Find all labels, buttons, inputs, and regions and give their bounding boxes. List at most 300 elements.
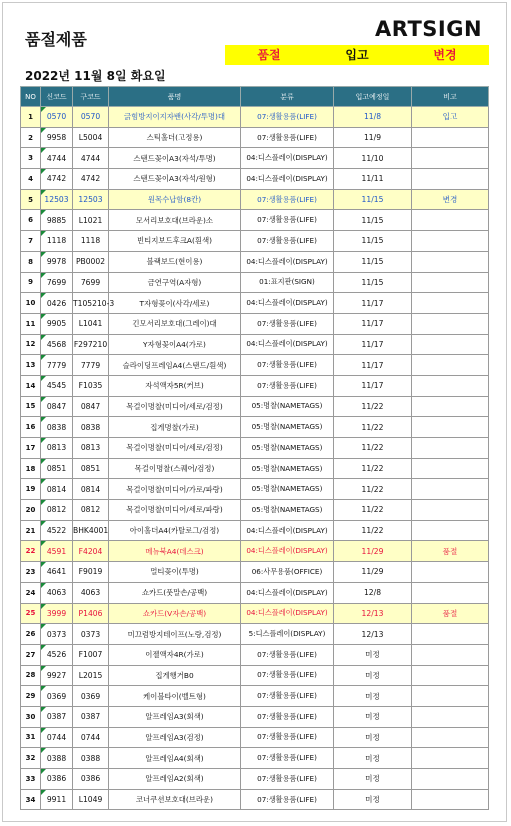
cell-restock-date[interactable]: 11/22 <box>334 438 412 459</box>
comment-indicator-icon <box>41 748 46 753</box>
cell-note[interactable] <box>412 479 489 500</box>
cell-restock-date[interactable]: 11/17 <box>334 293 412 314</box>
cell-restock-date[interactable]: 11/17 <box>334 334 412 355</box>
cell-note[interactable] <box>412 644 489 665</box>
cell-note[interactable] <box>412 417 489 438</box>
cell-restock-date[interactable]: 11/15 <box>334 251 412 272</box>
comment-indicator-icon <box>41 479 46 484</box>
cell-product-name[interactable]: 메뉴북A4(데스크) <box>109 541 241 562</box>
cell-old-code[interactable]: 0388 <box>73 748 109 769</box>
cell-restock-date[interactable]: 11/8 <box>334 107 412 128</box>
cell-product-name[interactable]: 목걸이명찰(미디어/세로/검정) <box>109 396 241 417</box>
comment-indicator-icon <box>41 314 46 319</box>
cell-product-name[interactable]: 미끄럼방지테이프(노랑,검정) <box>109 624 241 645</box>
cell-product-name[interactable]: T자형꽂이(사각/세로) <box>109 293 241 314</box>
col-header-category: 분류 <box>241 87 334 107</box>
cell-restock-date[interactable]: 11/11 <box>334 169 412 190</box>
cell-old-code[interactable]: BHK4001 <box>73 520 109 541</box>
cell-new-code[interactable]: 4545 <box>41 375 73 396</box>
cell-new-code[interactable]: 0369 <box>41 686 73 707</box>
cell-category[interactable]: 04:디스플레이(DISPLAY) <box>241 541 334 562</box>
comment-indicator-icon <box>41 231 46 236</box>
table-row <box>21 189 489 210</box>
table-row <box>21 293 489 314</box>
table-row <box>21 210 489 231</box>
table-row <box>21 458 489 479</box>
table-row <box>21 500 489 521</box>
cell-no[interactable]: 16 <box>21 417 41 438</box>
cell-note[interactable] <box>412 458 489 479</box>
cell-old-code[interactable]: 7699 <box>73 272 109 293</box>
cell-note[interactable] <box>412 355 489 376</box>
cell-no[interactable]: 18 <box>21 458 41 479</box>
cell-old-code[interactable]: 0386 <box>73 769 109 790</box>
cell-old-code[interactable]: 1118 <box>73 231 109 252</box>
cell-restock-date[interactable]: 11/22 <box>334 479 412 500</box>
cell-old-code[interactable]: 0812 <box>73 500 109 521</box>
cell-new-code[interactable]: 9905 <box>41 313 73 334</box>
cell-new-code[interactable]: 4568 <box>41 334 73 355</box>
cell-new-code[interactable]: 4522 <box>41 520 73 541</box>
cell-product-name[interactable]: 긴모서리보호대(그레이)대 <box>109 313 241 334</box>
cell-product-name[interactable]: 알프레임A3(회색) <box>109 706 241 727</box>
cell-new-code[interactable]: 0388 <box>41 748 73 769</box>
table-row <box>21 169 489 190</box>
cell-old-code[interactable]: 4744 <box>73 148 109 169</box>
cell-note[interactable] <box>412 396 489 417</box>
cell-restock-date[interactable]: 미정 <box>334 644 412 665</box>
cell-product-name[interactable]: 금연구역(A자형) <box>109 272 241 293</box>
cell-product-name[interactable]: 목걸이명찰(미디어/세로/파랑) <box>109 500 241 521</box>
cell-restock-date[interactable]: 11/17 <box>334 375 412 396</box>
cell-category[interactable]: 05:명찰(NAMETAGS) <box>241 458 334 479</box>
cell-note[interactable] <box>412 169 489 190</box>
cell-old-code[interactable]: 0744 <box>73 727 109 748</box>
cell-restock-date[interactable]: 11/29 <box>334 562 412 583</box>
comment-indicator-icon <box>41 666 46 671</box>
cell-old-code[interactable]: 4742 <box>73 169 109 190</box>
cell-new-code[interactable]: 0744 <box>41 727 73 748</box>
cell-new-code[interactable]: 0570 <box>41 107 73 128</box>
cell-note[interactable] <box>412 562 489 583</box>
table-row <box>21 706 489 727</box>
cell-old-code[interactable]: PB0002 <box>73 251 109 272</box>
cell-old-code[interactable]: 0847 <box>73 396 109 417</box>
cell-no[interactable]: 12 <box>21 334 41 355</box>
cell-product-name[interactable]: 블랙보드(현이용) <box>109 251 241 272</box>
cell-no[interactable]: 19 <box>21 479 41 500</box>
cell-product-name[interactable]: 목걸이명찰(미디어/가로/파랑) <box>109 479 241 500</box>
cell-note[interactable] <box>412 251 489 272</box>
cell-no[interactable]: 24 <box>21 582 41 603</box>
comment-indicator-icon <box>41 355 46 360</box>
cell-old-code[interactable]: F297210 <box>73 334 109 355</box>
cell-note[interactable] <box>412 272 489 293</box>
cell-category[interactable]: 07:생활용품(LIFE) <box>241 107 334 128</box>
cell-no[interactable]: 33 <box>21 769 41 790</box>
table-row <box>21 107 489 128</box>
cell-new-code[interactable]: 7699 <box>41 272 73 293</box>
cell-note[interactable] <box>412 686 489 707</box>
cell-product-name[interactable]: 스탠드꽂이A3(자석/원형) <box>109 169 241 190</box>
comment-indicator-icon <box>41 562 46 567</box>
cell-category[interactable]: 07:생활용품(LIFE) <box>241 706 334 727</box>
cell-product-name[interactable]: 슬라이딩프레임A4(스탠드/흰색) <box>109 355 241 376</box>
comment-indicator-icon <box>41 707 46 712</box>
cell-product-name[interactable]: 알프레임A4(회색) <box>109 748 241 769</box>
cell-product-name[interactable]: 집게행거B0 <box>109 665 241 686</box>
cell-category[interactable]: 07:생활용품(LIFE) <box>241 189 334 210</box>
cell-old-code[interactable]: 4063 <box>73 582 109 603</box>
cell-new-code[interactable]: 0386 <box>41 769 73 790</box>
cell-product-name[interactable]: 멀티꽂이(투명) <box>109 562 241 583</box>
comment-indicator-icon <box>41 541 46 546</box>
cell-old-code[interactable]: L1041 <box>73 313 109 334</box>
cell-new-code[interactable]: 0387 <box>41 706 73 727</box>
comment-indicator-icon <box>41 376 46 381</box>
comment-indicator-icon <box>41 728 46 733</box>
cell-new-code[interactable]: 9958 <box>41 127 73 148</box>
cell-new-code[interactable]: 0426 <box>41 293 73 314</box>
table-row <box>21 355 489 376</box>
cell-note[interactable] <box>412 582 489 603</box>
cell-old-code[interactable]: 7779 <box>73 355 109 376</box>
cell-restock-date[interactable]: 미정 <box>334 727 412 748</box>
comment-indicator-icon <box>41 686 46 691</box>
comment-indicator-icon <box>41 769 46 774</box>
cell-note[interactable] <box>412 313 489 334</box>
cell-note[interactable] <box>412 624 489 645</box>
cell-no[interactable]: 32 <box>21 748 41 769</box>
cell-restock-date[interactable]: 11/22 <box>334 417 412 438</box>
cell-product-name[interactable]: 쇼카드(V자손/공백) <box>109 603 241 624</box>
cell-new-code[interactable]: 0373 <box>41 624 73 645</box>
cell-no[interactable]: 25 <box>21 603 41 624</box>
comment-indicator-icon <box>41 273 46 278</box>
cell-category[interactable]: 04:디스플레이(DISPLAY) <box>241 334 334 355</box>
table-row <box>21 396 489 417</box>
cell-old-code[interactable]: P1406 <box>73 603 109 624</box>
cell-restock-date[interactable]: 미정 <box>334 789 412 810</box>
legend-change: 변경 <box>433 48 457 62</box>
cell-restock-date[interactable]: 11/15 <box>334 210 412 231</box>
col-header-note: 비고 <box>412 87 489 107</box>
cell-restock-date[interactable]: 11/29 <box>334 541 412 562</box>
cell-note[interactable]: 품절 <box>412 603 489 624</box>
cell-product-name[interactable]: 모서리보호대(브라운)소 <box>109 210 241 231</box>
cell-category[interactable]: 05:명찰(NAMETAGS) <box>241 500 334 521</box>
cell-category[interactable]: 07:생활용품(LIFE) <box>241 789 334 810</box>
cell-restock-date[interactable]: 11/17 <box>334 313 412 334</box>
cell-old-code[interactable]: F1007 <box>73 644 109 665</box>
cell-restock-date[interactable]: 미정 <box>334 686 412 707</box>
table-row <box>21 624 489 645</box>
cell-restock-date[interactable]: 11/15 <box>334 189 412 210</box>
cell-old-code[interactable]: F9019 <box>73 562 109 583</box>
comment-indicator-icon <box>41 148 46 153</box>
cell-no[interactable]: 14 <box>21 375 41 396</box>
cell-note[interactable] <box>412 334 489 355</box>
cell-product-name[interactable]: 스탠드꽂이A3(자석/투명) <box>109 148 241 169</box>
cell-no[interactable]: 34 <box>21 789 41 810</box>
cell-product-name[interactable]: 빈티지보드후크A(흰색) <box>109 231 241 252</box>
cell-old-code[interactable]: F4204 <box>73 541 109 562</box>
cell-product-name[interactable]: 알프레임A3(검정) <box>109 727 241 748</box>
cell-no[interactable]: 28 <box>21 665 41 686</box>
cell-note[interactable]: 변경 <box>412 189 489 210</box>
cell-new-code[interactable]: 12503 <box>41 189 73 210</box>
cell-no[interactable]: 30 <box>21 706 41 727</box>
cell-note[interactable] <box>412 210 489 231</box>
cell-note[interactable] <box>412 438 489 459</box>
cell-category[interactable]: 07:생활용품(LIFE) <box>241 210 334 231</box>
cell-note[interactable] <box>412 127 489 148</box>
cell-no[interactable]: 27 <box>21 644 41 665</box>
cell-category[interactable]: 07:생활용품(LIFE) <box>241 375 334 396</box>
cell-product-name[interactable]: 이젤액자4R(가로) <box>109 644 241 665</box>
cell-restock-date[interactable]: 11/10 <box>334 148 412 169</box>
cell-new-code[interactable]: 0813 <box>41 438 73 459</box>
cell-category[interactable]: 07:생활용품(LIFE) <box>241 748 334 769</box>
cell-no[interactable]: 7 <box>21 231 41 252</box>
cell-new-code[interactable]: 4744 <box>41 148 73 169</box>
cell-no[interactable]: 3 <box>21 148 41 169</box>
cell-product-name[interactable]: 목걸이명찰(스퀘어/검정) <box>109 458 241 479</box>
cell-category[interactable]: 07:생활용품(LIFE) <box>241 665 334 686</box>
cell-new-code[interactable]: 4063 <box>41 582 73 603</box>
cell-new-code[interactable]: 9911 <box>41 789 73 810</box>
cell-no[interactable]: 29 <box>21 686 41 707</box>
legend-soldout: 품절 <box>257 48 281 62</box>
cell-restock-date[interactable]: 11/22 <box>334 500 412 521</box>
legend-restock: 입고 <box>345 48 369 62</box>
comment-indicator-icon <box>41 417 46 422</box>
cell-product-name[interactable]: 스틱홀더(고정용) <box>109 127 241 148</box>
cell-product-name[interactable]: 알프레임A2(회색) <box>109 769 241 790</box>
cell-product-name[interactable]: 집게명찰(가로) <box>109 417 241 438</box>
cell-new-code[interactable]: 0814 <box>41 479 73 500</box>
cell-restock-date[interactable]: 11/22 <box>334 458 412 479</box>
cell-note[interactable] <box>412 148 489 169</box>
cell-old-code[interactable]: 0369 <box>73 686 109 707</box>
cell-no[interactable]: 15 <box>21 396 41 417</box>
cell-category[interactable]: 04:디스플레이(DISPLAY) <box>241 603 334 624</box>
cell-old-code[interactable]: 0813 <box>73 438 109 459</box>
cell-no[interactable]: 6 <box>21 210 41 231</box>
cell-category[interactable]: 04:디스플레이(DISPLAY) <box>241 293 334 314</box>
cell-new-code[interactable]: 7779 <box>41 355 73 376</box>
cell-no[interactable]: 5 <box>21 189 41 210</box>
table-row <box>21 727 489 748</box>
cell-category[interactable]: 01:표지판(SIGN) <box>241 272 334 293</box>
cell-no[interactable]: 20 <box>21 500 41 521</box>
cell-category[interactable]: 05:명찰(NAMETAGS) <box>241 438 334 459</box>
cell-note[interactable] <box>412 727 489 748</box>
cell-restock-date[interactable]: 미정 <box>334 769 412 790</box>
cell-note[interactable] <box>412 500 489 521</box>
cell-category[interactable]: 07:생활용품(LIFE) <box>241 355 334 376</box>
cell-new-code[interactable]: 0851 <box>41 458 73 479</box>
cell-no[interactable]: 8 <box>21 251 41 272</box>
cell-note[interactable] <box>412 769 489 790</box>
cell-category[interactable]: 5:디스플레이(DISPLAY) <box>241 624 334 645</box>
cell-note[interactable] <box>412 748 489 769</box>
cell-note[interactable] <box>412 665 489 686</box>
cell-old-code[interactable]: 0851 <box>73 458 109 479</box>
brand-logo-text: ARTSIGN <box>375 17 483 41</box>
comment-indicator-icon <box>41 604 46 609</box>
comment-indicator-icon <box>41 190 46 195</box>
cell-old-code[interactable]: L5004 <box>73 127 109 148</box>
cell-product-name[interactable]: 자석액자5R(커브) <box>109 375 241 396</box>
cell-no[interactable]: 9 <box>21 272 41 293</box>
cell-category[interactable]: 07:생활용품(LIFE) <box>241 686 334 707</box>
cell-no[interactable]: 22 <box>21 541 41 562</box>
cell-product-name[interactable]: 목걸이명찰(미디어/세로/검정) <box>109 438 241 459</box>
cell-new-code[interactable]: 0812 <box>41 500 73 521</box>
cell-restock-date[interactable]: 미정 <box>334 706 412 727</box>
cell-product-name[interactable]: 긁힘방지이지자밴(사각/투명)대 <box>109 107 241 128</box>
cell-new-code[interactable]: 9885 <box>41 210 73 231</box>
cell-old-code[interactable]: 12503 <box>73 189 109 210</box>
cell-no[interactable]: 26 <box>21 624 41 645</box>
cell-category[interactable]: 07:생활용품(LIFE) <box>241 644 334 665</box>
cell-new-code[interactable]: 4526 <box>41 644 73 665</box>
cell-new-code[interactable]: 3999 <box>41 603 73 624</box>
cell-restock-date[interactable]: 11/22 <box>334 396 412 417</box>
cell-restock-date[interactable]: 미정 <box>334 665 412 686</box>
comment-indicator-icon <box>41 252 46 257</box>
cell-restock-date[interactable]: 12/8 <box>334 582 412 603</box>
cell-no[interactable]: 17 <box>21 438 41 459</box>
cell-product-name[interactable]: Y자형꽂이A4(가로) <box>109 334 241 355</box>
cell-category[interactable]: 07:생활용품(LIFE) <box>241 231 334 252</box>
col-header-no: NO <box>21 87 41 107</box>
cell-note[interactable] <box>412 706 489 727</box>
cell-note[interactable] <box>412 293 489 314</box>
cell-no[interactable]: 1 <box>21 107 41 128</box>
cell-category[interactable]: 04:디스플레이(DISPLAY) <box>241 148 334 169</box>
table-row <box>21 251 489 272</box>
cell-new-code[interactable]: 0847 <box>41 396 73 417</box>
cell-old-code[interactable]: 0387 <box>73 706 109 727</box>
cell-note[interactable] <box>412 520 489 541</box>
page-title: 품절제품 <box>25 30 87 49</box>
cell-restock-date[interactable]: 11/15 <box>334 231 412 252</box>
cell-old-code[interactable]: L1021 <box>73 210 109 231</box>
cell-product-name[interactable]: 쇼카드(풋말손/공백) <box>109 582 241 603</box>
cell-note[interactable] <box>412 231 489 252</box>
cell-category[interactable]: 07:생활용품(LIFE) <box>241 769 334 790</box>
comment-indicator-icon <box>41 583 46 588</box>
cell-category[interactable]: 07:생활용품(LIFE) <box>241 127 334 148</box>
cell-product-name[interactable]: 아이홀더A4(카탈로그/검정) <box>109 520 241 541</box>
cell-old-code[interactable]: L2015 <box>73 665 109 686</box>
table-row <box>21 789 489 810</box>
comment-indicator-icon <box>41 335 46 340</box>
table-row <box>21 644 489 665</box>
cell-no[interactable]: 2 <box>21 127 41 148</box>
cell-restock-date[interactable]: 11/17 <box>334 355 412 376</box>
table-row <box>21 748 489 769</box>
cell-category[interactable]: 05:명찰(NAMETAGS) <box>241 396 334 417</box>
comment-indicator-icon <box>41 107 46 112</box>
cell-product-name[interactable]: 케이블타이(벨트형) <box>109 686 241 707</box>
cell-category[interactable]: 05:명찰(NAMETAGS) <box>241 417 334 438</box>
cell-product-name[interactable]: 원목수납함(8칸) <box>109 189 241 210</box>
cell-new-code[interactable]: 4742 <box>41 169 73 190</box>
comment-indicator-icon <box>41 624 46 629</box>
cell-old-code[interactable]: 0373 <box>73 624 109 645</box>
cell-no[interactable]: 11 <box>21 313 41 334</box>
cell-old-code[interactable]: L1049 <box>73 789 109 810</box>
cell-restock-date[interactable]: 11/15 <box>334 272 412 293</box>
cell-old-code[interactable]: F1035 <box>73 375 109 396</box>
cell-category[interactable]: 06:사무용품(OFFICE) <box>241 562 334 583</box>
cell-no[interactable]: 10 <box>21 293 41 314</box>
cell-no[interactable]: 31 <box>21 727 41 748</box>
cell-category[interactable]: 04:디스플레이(DISPLAY) <box>241 169 334 190</box>
cell-old-code[interactable]: 0814 <box>73 479 109 500</box>
cell-category[interactable]: 04:디스플레이(DISPLAY) <box>241 582 334 603</box>
cell-category[interactable]: 07:생활용품(LIFE) <box>241 313 334 334</box>
cell-new-code[interactable]: 0838 <box>41 417 73 438</box>
cell-category[interactable]: 04:디스플레이(DISPLAY) <box>241 251 334 272</box>
cell-old-code[interactable]: 0570 <box>73 107 109 128</box>
table-row <box>21 375 489 396</box>
cell-note[interactable]: 품절 <box>412 541 489 562</box>
cell-product-name[interactable]: 코너쿠션보호대(브라운) <box>109 789 241 810</box>
cell-no[interactable]: 13 <box>21 355 41 376</box>
cell-new-code[interactable]: 1118 <box>41 231 73 252</box>
table-row <box>21 603 489 624</box>
cell-restock-date[interactable]: 12/13 <box>334 603 412 624</box>
comment-indicator-icon <box>41 128 46 133</box>
table-row <box>21 127 489 148</box>
cell-restock-date[interactable]: 11/22 <box>334 520 412 541</box>
cell-old-code[interactable]: 0838 <box>73 417 109 438</box>
status-legend <box>225 45 489 65</box>
cell-category[interactable]: 07:생활용품(LIFE) <box>241 727 334 748</box>
cell-no[interactable]: 23 <box>21 562 41 583</box>
table-row <box>21 148 489 169</box>
cell-new-code[interactable]: 4591 <box>41 541 73 562</box>
col-header-old-code: 구코드 <box>73 87 109 107</box>
cell-restock-date[interactable]: 12/13 <box>334 624 412 645</box>
cell-restock-date[interactable]: 미정 <box>334 748 412 769</box>
table-row <box>21 520 489 541</box>
cell-old-code[interactable]: T105210-3 <box>73 293 109 314</box>
cell-note[interactable] <box>412 375 489 396</box>
table-row <box>21 417 489 438</box>
report-date: 2022년 11월 8일 화요일 <box>25 69 166 83</box>
cell-new-code[interactable]: 9978 <box>41 251 73 272</box>
soldout-table <box>20 86 489 810</box>
cell-restock-date[interactable]: 11/9 <box>334 127 412 148</box>
cell-note[interactable] <box>412 789 489 810</box>
cell-note[interactable]: 입고 <box>412 107 489 128</box>
cell-category[interactable]: 05:명찰(NAMETAGS) <box>241 479 334 500</box>
cell-no[interactable]: 4 <box>21 169 41 190</box>
table-row <box>21 334 489 355</box>
cell-no[interactable]: 21 <box>21 520 41 541</box>
table-row <box>21 582 489 603</box>
col-header-restock-date: 입고예정일 <box>334 87 412 107</box>
comment-indicator-icon <box>41 438 46 443</box>
cell-new-code[interactable]: 4641 <box>41 562 73 583</box>
cell-category[interactable]: 04:디스플레이(DISPLAY) <box>241 520 334 541</box>
cell-new-code[interactable]: 9927 <box>41 665 73 686</box>
